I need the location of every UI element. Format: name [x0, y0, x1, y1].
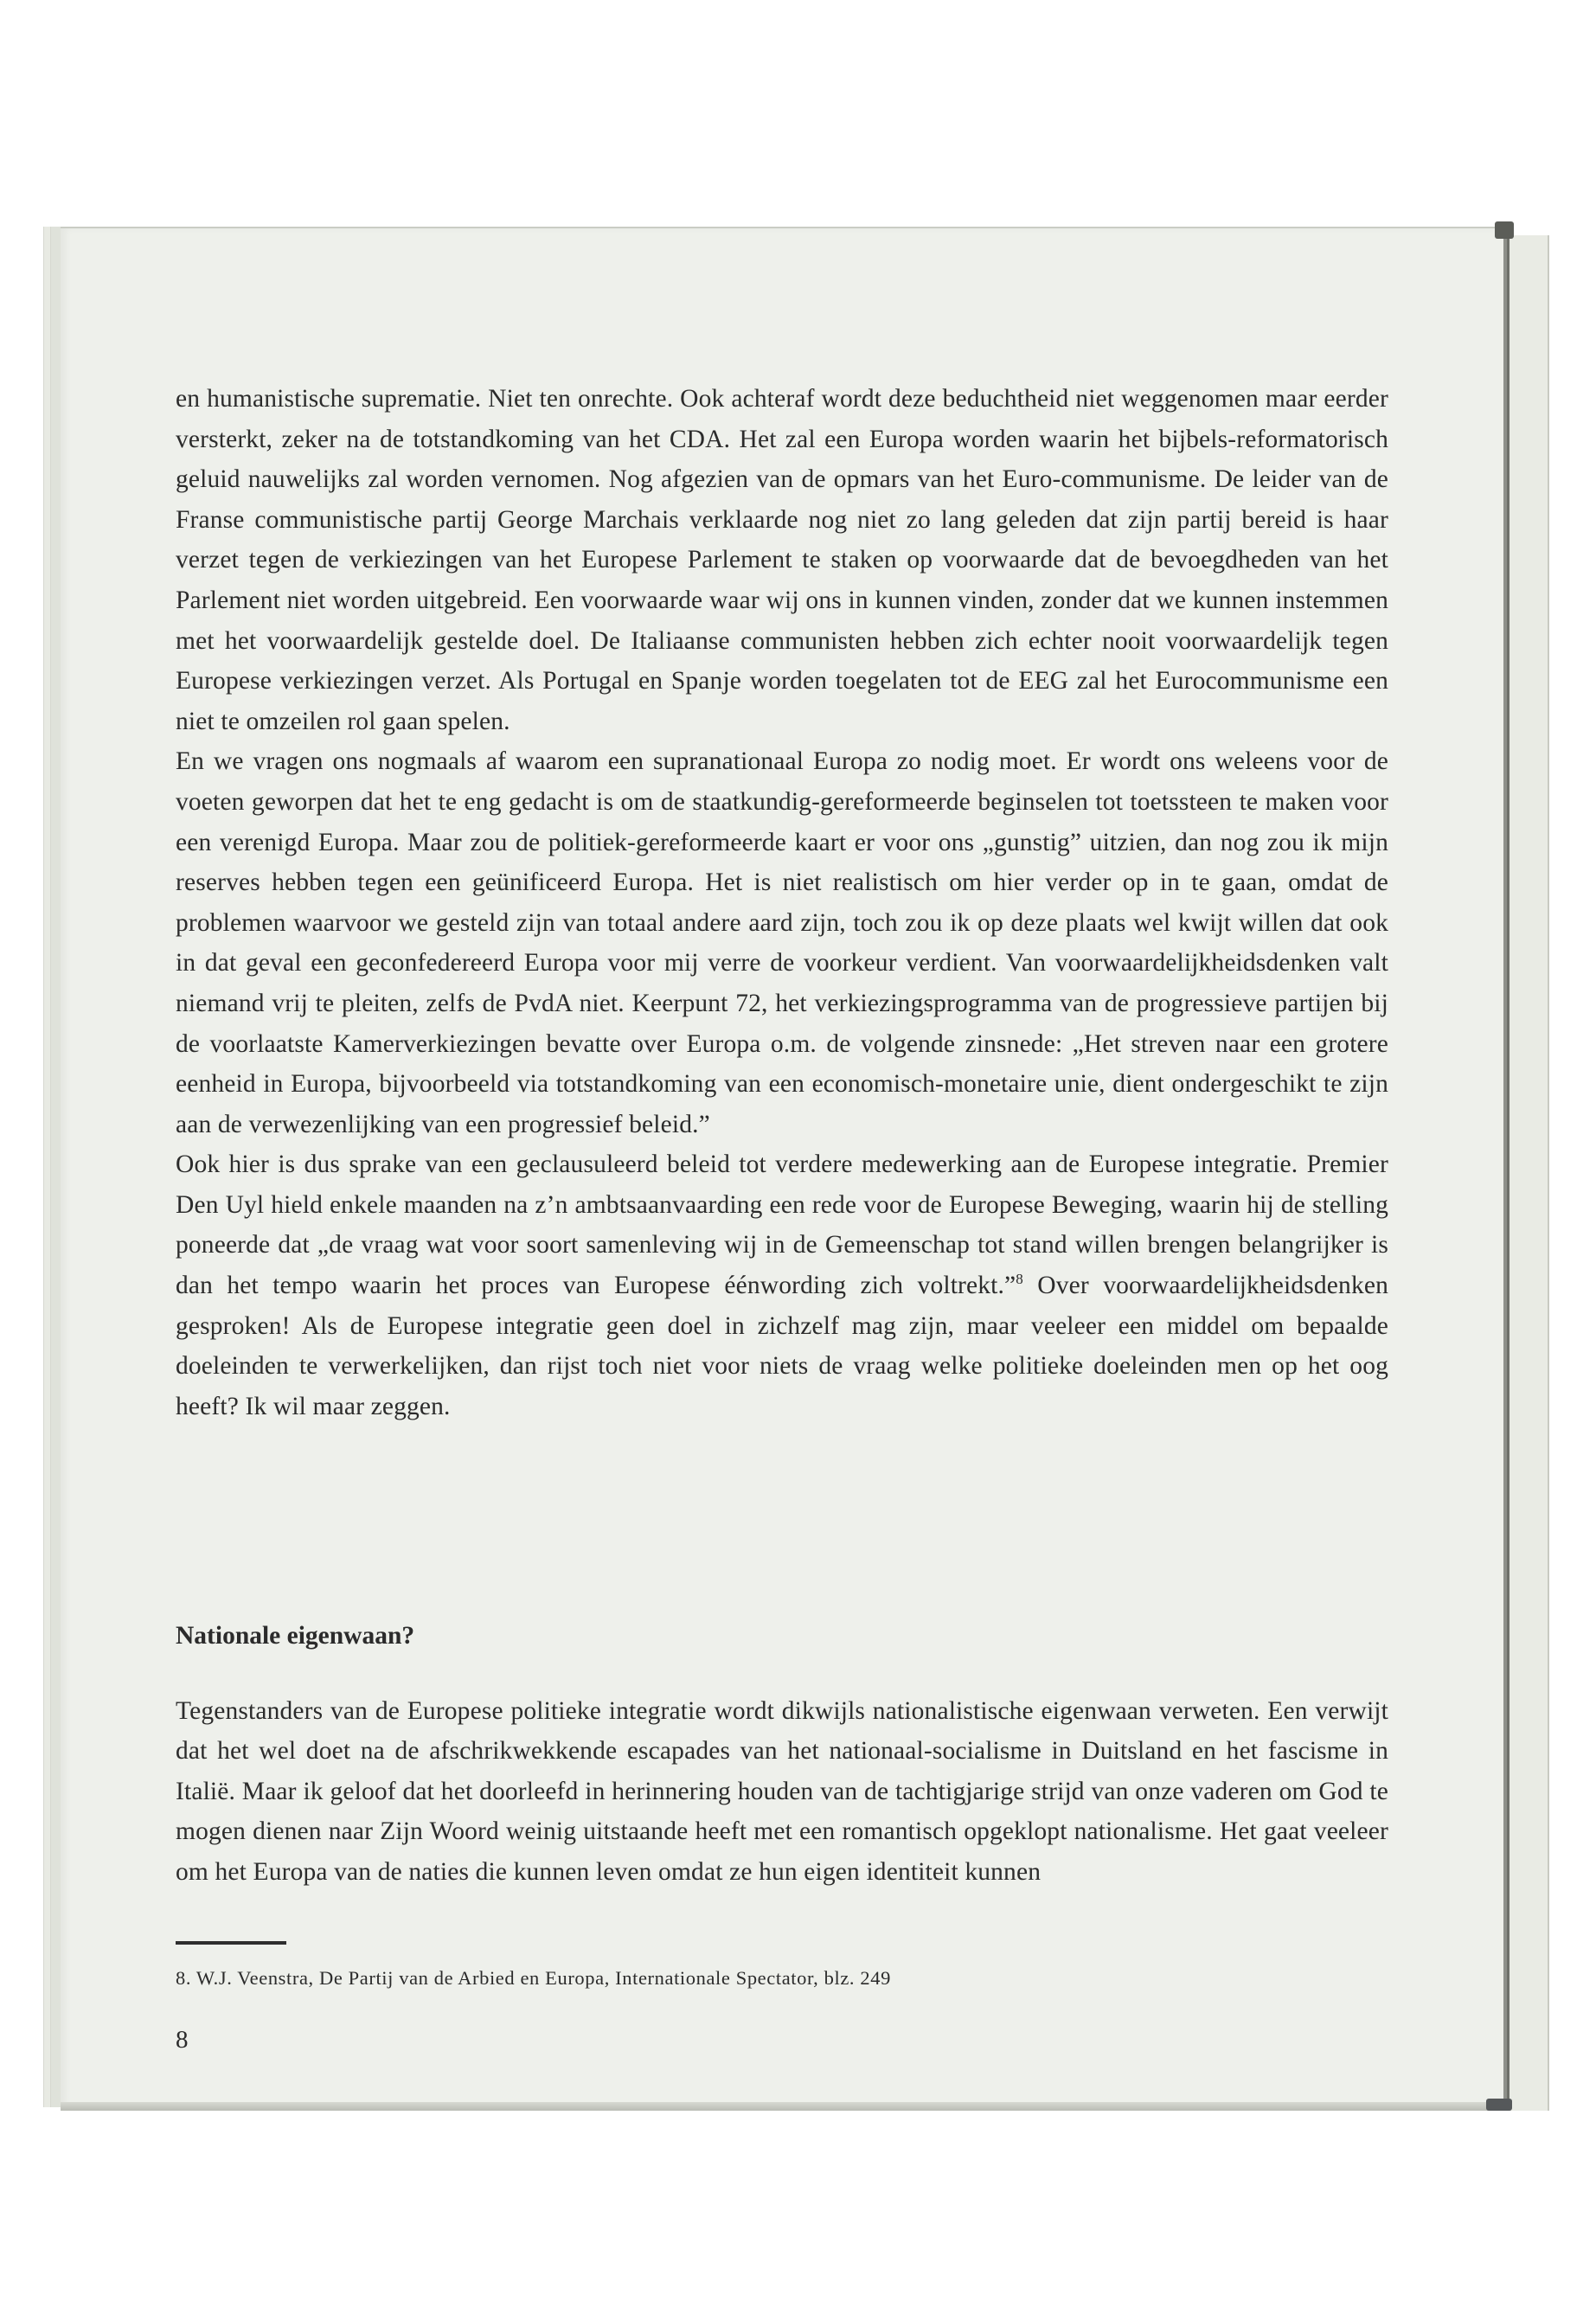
footnote-divider: [176, 1941, 286, 1945]
section-heading: Nationale eigenwaan?: [176, 1622, 415, 1650]
paragraph-2: En we vragen ons nogmaals af waarom een supranationaal Europa zo nodig moet. Er wordt ons weleens voor de voeten geworpen dat het te eng gedacht is om de staatkundig-gereformeerde beginselen tot toetssteen te maken voor een verenigd Europa. Maar zou de politiek-gereformeerde kaart er voor ons „gunstig” uitzien, dan nog zou ik mijn reserves hebben tegen een geünificeerd Europa. Het is niet realistisch om hier verder op in te gaan, omdat de problemen waarvoor we gesteld zijn van totaal andere aard zijn, toch zou ik op deze plaats wel kwijt willen dat ook in dat geval een geconfedereerd Europa voor mij verre de voorkeur verdient. Van voorwaardelijkheidsdenken valt niemand vrij te pleiten, zelfs de PvdA niet. Keerpunt 72, het verkiezingsprogramma van de progressieve partijen bij de voorlaatste Kamerverkiezingen bevatte over Europa o.m. de volgende zinsnede: „Het streven naar een grotere eenheid in Europa, bijvoorbeeld via totstandkoming van een economisch-monetaire unie, dient ondergeschikt te zijn aan de verwezenlijking van een progressief beleid.”: [176, 747, 1388, 1138]
next-page-edge: [1507, 235, 1549, 2111]
binding-clip-bottom: [1486, 2099, 1512, 2111]
binding-clip-top: [1495, 221, 1514, 239]
page-number: 8: [176, 2026, 189, 2054]
page-bottom-edge: [61, 2102, 1510, 2111]
body-text: [176, 379, 1388, 1426]
paragraph-3-text: Ook hier is dus sprake van een geclausuleerd beleid tot verdere medewerking aan de Europese integratie. Premier Den Uyl hield enkele maanden na z’n ambtsaanvaarding een rede voor de Europese Beweging, waarin hij de stelling poneerde dat „de vraag wat voor soort samenleving wij in de Gemeenschap tot stand willen brengen belangrijker is dan het tempo waarin het proces van Europese éénwording zich voltrekt.”: [176, 1150, 1388, 1300]
paragraph-4: Tegenstanders van de Europese politieke integratie wordt dikwijls nationalistische eigenwaan verweten. Een verwijt dat het wel doet na de afschrikwekkende escapades van het nationaal-socialisme in Duitsland en het fascisme in Italië. Maar ik geloof dat het doorleefd in herinnering houden van de tachtigjarige strijd van onze vaderen om God te mogen dienen naar Zijn Woord weinig uitstaande heeft met een romantisch opgeklopt nationalisme. Het gaat veeleer om het Europa van de naties die kunnen leven omdat ze hun eigen identiteit kunnen: [176, 1697, 1388, 1886]
paragraph-3-continuation: Over voorwaardelijkheidsdenken gesproken! Als de Europese integratie geen doel in zichzelf mag zijn, maar veeleer een middel om bepaalde doeleinden te verwerkelijken, dan rijst toch niet voor niets de vraag welke politieke doeleinden men op het oog heeft? Ik wil maar zeggen.: [176, 1272, 1388, 1420]
footnote: 8. W.J. Veenstra, De Partij van de Arbied en Europa, Internationale Spectator, blz. 249: [176, 1967, 891, 1989]
paragraph-3: [176, 1144, 1388, 1426]
paragraph-1: en humanistische suprematie. Niet ten onrechte. Ook achteraf wordt deze beduchtheid niet weggenomen maar eerder versterkt, zeker na de totstandkoming van het CDA. Het zal een Europa worden waarin het bijbels-reformatorisch geluid nauwelijks zal worden vernomen. Nog afgezien van de opmars van het Euro-communisme. De leider van de Franse communistische partij George Marchais verklaarde nog niet zo lang geleden dat zijn partij bereid is haar verzet tegen de verkiezingen van het Europese Parlement te staken op voorwaarde dat de bevoegdheden van het Parlement niet worden uitgebreid. Een voorwaarde waar wij ons in kunnen vinden, zonder dat we kunnen instemmen met het voorwaardelijk gestelde doel. De Italiaanse communisten hebben zich echter nooit voorwaardelijk tegen Europese verkiezingen verzet. Als Portugal en Spanje worden toegelaten tot de EEG zal het Eurocommunisme een niet te omzeilen rol gaan spelen.: [176, 385, 1388, 735]
footnote-reference: 8: [1016, 1271, 1023, 1288]
body-text-after-heading: [176, 1691, 1388, 1892]
